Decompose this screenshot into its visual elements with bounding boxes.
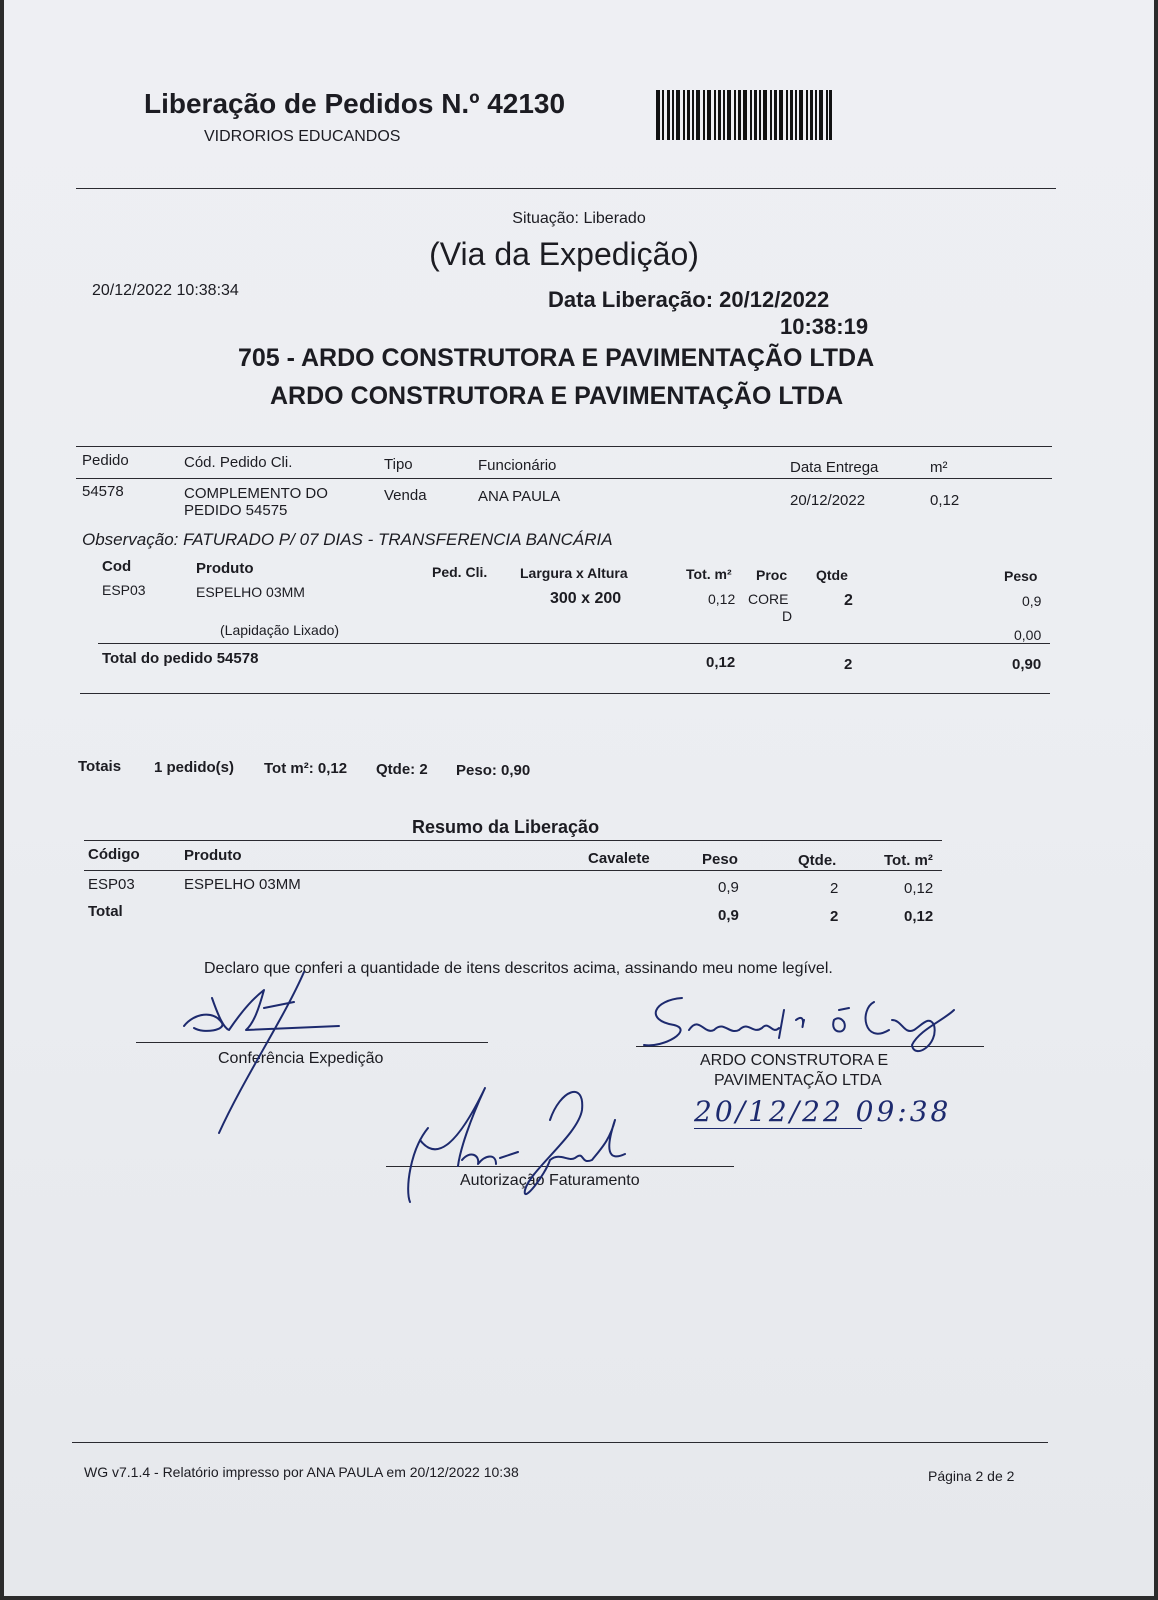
col-cod-pedido-cli: Cód. Pedido Cli. (184, 454, 293, 471)
company-name: VIDRORIOS EDUCANDOS (204, 128, 401, 145)
col-m2: m² (930, 459, 948, 476)
situacao: Situação: Liberado (512, 210, 646, 227)
totais-peso: Peso: 0,90 (456, 762, 531, 779)
col-tipo: Tipo (384, 456, 413, 473)
item-tot-m2: 0,12 (708, 591, 736, 607)
resumo-col-peso: Peso (702, 851, 738, 868)
order-data-entrega: 20/12/2022 (790, 492, 866, 509)
signature-conferencia (174, 968, 354, 1138)
barcode (656, 90, 832, 140)
resumo-col-cavalete: Cavalete (588, 850, 650, 867)
totais-pedidos: 1 pedido(s) (154, 759, 235, 776)
order-cod-cli-2: PEDIDO 54575 (184, 502, 288, 519)
order-m2: 0,12 (930, 492, 960, 509)
col-produto: Produto (196, 560, 254, 577)
col-peso: Peso (1004, 568, 1038, 584)
resumo-total-peso: 0,9 (718, 907, 739, 924)
order-header-line (76, 478, 1052, 479)
col-tot-m2: Tot. m² (686, 566, 732, 582)
client-sign-label-1: ARDO CONSTRUTORA E (700, 1052, 889, 1069)
order-pedido: 54578 (82, 483, 124, 500)
footer-page-number: Página 2 de 2 (928, 1468, 1015, 1484)
handwritten-underline (694, 1128, 862, 1129)
total-pedido-qtde: 2 (844, 656, 853, 673)
order-top-line (76, 446, 1052, 447)
via-title: (Via da Expedição) (429, 236, 699, 272)
col-qtde: Qtde (816, 567, 848, 583)
col-proc: Proc (756, 567, 788, 583)
resumo-top-line (84, 840, 942, 841)
resumo-total-qtde: 2 (830, 908, 839, 925)
resumo-row-qtde: 2 (830, 880, 839, 897)
signature-autorizacao (400, 1080, 640, 1210)
conferencia-label: Conferência Expedição (218, 1050, 384, 1067)
data-liberacao: Data Liberação: 20/12/2022 (548, 287, 830, 312)
resumo-title: Resumo da Liberação (412, 817, 600, 837)
resumo-col-tot-m2: Tot. m² (884, 852, 933, 869)
footer-printed-by: WG v7.1.4 - Relatório impresso por ANA PAULA em 20/12/2022 10:38 (84, 1464, 519, 1480)
declaration-text: Declaro que conferi a quantidade de itens descritos acima, assinando meu nome legível. (204, 960, 833, 977)
resumo-row-codigo: ESP03 (88, 876, 135, 893)
item-qtde: 2 (844, 592, 853, 609)
item-service: (Lapidação Lixado) (220, 622, 340, 638)
document-page (4, 0, 1154, 1596)
order-cod-cli-1: COMPLEMENTO DO (184, 485, 328, 502)
totais-label: Totais (78, 758, 122, 775)
resumo-row-tot-m2: 0,12 (904, 880, 934, 897)
total-pedido-peso: 0,90 (1012, 656, 1042, 673)
client-line-1: 705 - ARDO CONSTRUTORA E PAVIMENTAÇÃO LTDA (238, 344, 875, 372)
item-peso: 0,9 (1022, 593, 1042, 609)
item-cod: ESP03 (102, 582, 146, 598)
data-liberacao-time: 10:38:19 (780, 314, 869, 339)
order-tipo: Venda (384, 487, 427, 504)
totais-qtde: Qtde: 2 (376, 761, 428, 778)
resumo-header-line (84, 870, 942, 871)
item-produto: ESPELHO 03MM (196, 584, 305, 600)
items-bottom-line (80, 693, 1050, 694)
item-proc-1: CORE (748, 591, 789, 607)
col-data-entrega: Data Entrega (790, 459, 879, 476)
total-pedido-label: Total do pedido 54578 (102, 650, 259, 667)
col-cod: Cod (102, 558, 132, 575)
item-dimensions: 300 x 200 (550, 590, 622, 607)
report-title: Liberação de Pedidos N.º 42130 (144, 88, 566, 119)
col-pedido: Pedido (82, 452, 129, 469)
client-line-2: ARDO CONSTRUTORA E PAVIMENTAÇÃO LTDA (270, 382, 844, 410)
item-proc-2: D (782, 608, 793, 624)
col-funcionario: Funcionário (478, 457, 557, 474)
autorizacao-label: Autorização Faturamento (460, 1172, 640, 1189)
items-total-line (98, 643, 1050, 644)
signature-client (634, 990, 964, 1060)
resumo-col-codigo: Código (88, 846, 140, 863)
order-funcionario: ANA PAULA (478, 488, 561, 505)
handwritten-date: 20/12/22 09:38 (694, 1095, 952, 1128)
totais-m2: Tot m²: 0,12 (264, 760, 348, 777)
resumo-row-produto: ESPELHO 03MM (184, 876, 301, 893)
client-sign-label-2: PAVIMENTAÇÃO LTDA (714, 1072, 882, 1089)
col-ped-cli: Ped. Cli. (432, 564, 488, 580)
resumo-total-tot-m2: 0,12 (904, 908, 934, 925)
printed-datetime: 20/12/2022 10:38:34 (92, 282, 239, 299)
col-largura-altura: Largura x Altura (520, 565, 628, 581)
item-service-peso: 0,00 (1014, 627, 1042, 643)
footer-divider (72, 1442, 1048, 1443)
total-pedido-m2: 0,12 (706, 654, 736, 671)
resumo-row-peso: 0,9 (718, 879, 739, 896)
header-divider (76, 188, 1056, 189)
resumo-col-produto: Produto (184, 847, 242, 864)
observacao: Observação: FATURADO P/ 07 DIAS - TRANSFERENCIA BANCÁRIA (82, 530, 613, 549)
resumo-total-label: Total (88, 903, 123, 920)
resumo-col-qtde: Qtde. (798, 852, 837, 869)
